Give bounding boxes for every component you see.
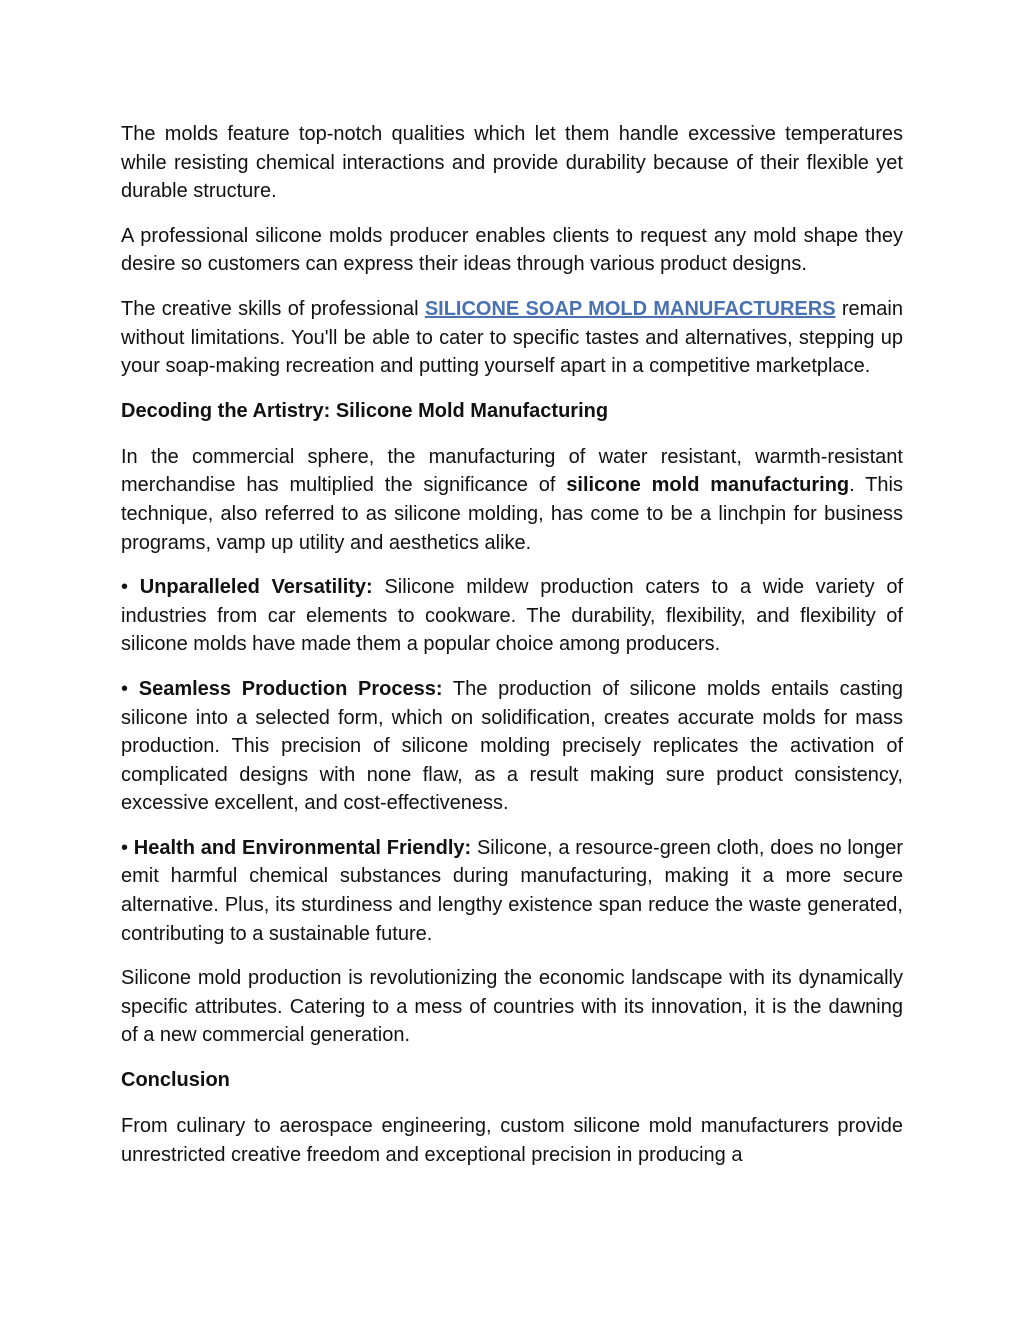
paragraph-professional-producer: A professional silicone molds producer enables clients to request any mold shape they desire so customers can express their ideas through various product designs.	[121, 224, 903, 276]
bullet-item	[121, 675, 903, 818]
bullet-title: Health and Environmental Friendly:	[133, 836, 472, 859]
paragraph-text: remain without limitations. You'll be able to cater to specific tastes and alternatives, stepping up your soap-making recreation and putting yourself apart in a competitive marketplace.	[121, 297, 903, 378]
bullet-text: The production of silicone molds entails casting silicone into a selected form, which on solidification, creates accurate molds for mass production. This precision of silicone molding precisely replicates the activation of complicated designs with none flaw, as a result making sure product consistency, excessive excellent, and cost-effectiveness.	[121, 677, 904, 815]
paragraph-molds-qualities: The molds feature top-notch qualities which let them handle excessive temperatures while resisting chemical interactions and provide durability because of their flexible yet durable structure.	[121, 123, 903, 203]
section-heading-conclusion: Conclusion	[121, 1069, 230, 1092]
paragraph-revolutionizing: Silicone mold production is revolutionizing the economic landscape with its dynamically specific attributes. Catering to a mess of countries with its innovation, it is the dawning of a new commercial generation.	[121, 967, 903, 1047]
bullet-item	[121, 834, 903, 948]
paragraph-creative-skills	[121, 295, 903, 381]
paragraph-culinary: From culinary to aerospace engineering, custom silicone mold manufacturers provide unrestricted creative freedom and exceptional precision in producing a	[121, 1115, 903, 1166]
bullet-item	[121, 573, 903, 659]
silicone-soap-mold-manufacturers-link[interactable]: SILICONE SOAP MOLD MANUFACTURERS	[424, 297, 836, 320]
bold-term: silicone mold manufacturing	[566, 474, 850, 497]
paragraph-text: The creative skills of professional	[121, 297, 425, 320]
document-page	[121, 120, 903, 1185]
paragraph-commercial-sphere	[121, 443, 903, 557]
bullet-marker: •	[121, 836, 134, 859]
bullet-marker: •	[121, 576, 140, 599]
bullet-title: Unparalleled Versatility:	[139, 576, 373, 599]
bullet-text: Silicone, a resource-green cloth, does no longer emit harmful chemical substances during manufacturing, making it a more secure alternative. Plus, its sturdiness and lengthy existence span reduce the waste generated, contributing to a sustainable future.	[121, 836, 904, 945]
paragraph-text: . This technique, also referred to as silicone molding, has come to be a linchpin for business programs, vamp up utility and aesthetics alike.	[121, 474, 903, 554]
bullet-title: Seamless Production Process:	[138, 677, 443, 700]
paragraph-text: In the commercial sphere, the manufacturing of water resistant, warmth-resistant merchandise has multiplied the significance of	[121, 445, 903, 497]
bullet-text: Silicone mildew production caters to a wide variety of industries from car elements to cookware. The durability, flexibility, and flexibility of silicone molds have made them a popular choice among producers.	[121, 576, 904, 656]
bullet-marker: •	[121, 677, 139, 700]
section-heading-decoding: Decoding the Artistry: Silicone Mold Manufacturing	[121, 399, 609, 422]
